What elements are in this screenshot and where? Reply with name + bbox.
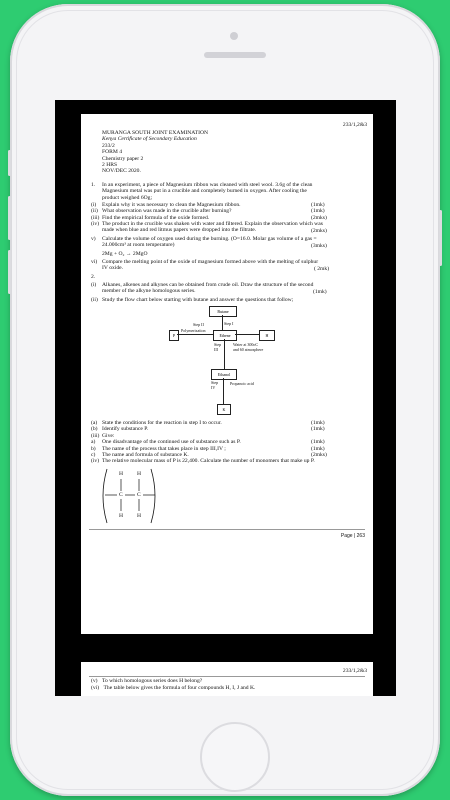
part-label: (iv) [91,221,100,227]
step-label: Step II [193,322,204,327]
mute-switch[interactable] [8,150,11,176]
part-label: (i) [91,282,97,288]
part-label: c) [91,451,96,458]
reagent-label: Propanoic acid [230,381,254,386]
arrow-line [224,339,225,369]
question-part [91,685,255,691]
left-bracket [103,469,107,523]
paper-code: 233/1,2&3 [342,668,367,674]
volume-down-button[interactable] [8,250,11,294]
part-label: (iii) [91,214,100,221]
document-page[interactable] [81,114,373,634]
part-marks: (2mks) [311,451,327,458]
atom-label: H [137,471,142,477]
question-1-number: 1. [91,182,96,188]
part-text: The table below gives the formula of four compounds H, I, J and K. [103,685,256,691]
q1-line: In an experiment, a piece of Magnesium ribbon was cleaned with steel wool. 3.6g of the clean [102,182,313,188]
question-2-parts [91,420,361,465]
condition-line: and 60 atmosphere [233,346,264,352]
form-level: FORM 4 [102,149,123,156]
atom-label: C [137,492,141,498]
part-text-line: IV oxide. [102,265,124,272]
condition-line: Water at 300oC [233,342,259,347]
part-text: The relative molecular mass of P is 22,400. Calculate the number of monomers that make up P. [102,458,315,465]
arrow-line [222,315,223,331]
part-label: (b) [91,426,98,433]
part-text: State the conditions for the reaction in step I to occur. [102,420,222,426]
part-label: (vi) [91,685,100,691]
paper-number: 233/2 [102,142,115,149]
q1-line: product weighed 6Og; [102,194,153,201]
part-text [102,259,318,272]
part-text: What observation was made in the crucible after burning? [102,208,232,215]
part-text-line: The product in the crucible was shaken with water and filtered. Explain the observation which was [102,221,323,227]
part-text-line: Calculate the volume of oxygen used during the burning. (O=16.0. Molar gas volume of a gas = [102,236,317,242]
header-divider [89,676,365,677]
question-1-parts [91,202,346,221]
step-label: Step [211,380,219,385]
question-part [91,458,361,464]
part-label: (iv) [91,458,100,465]
question-2-number: 2. [91,274,96,280]
part-text: Find the empirical formula of the oxide formed. [102,214,210,221]
exam-header [102,130,208,175]
document-page-2[interactable] [81,662,373,696]
atom-label: H [119,471,124,477]
part-label: (a) [91,420,98,426]
paper-name: Chemistry paper 2 [102,155,144,162]
exam-board: Kenya Certificate of Secondary Education [102,136,197,143]
part-marks: (1mk) [311,202,325,208]
part-text: The name of the process that takes place in step III,IV ; [102,445,226,452]
step-label: Step I [224,321,234,326]
page-number: Page | 263 [340,533,365,539]
chemical-equation: 2Mg + O₂ → 2MgO [102,251,148,257]
atom-label: H [137,513,142,519]
q1-line: Magnesium metal was put in a crucible and completely burned in oxygen. After cooling the [102,188,307,195]
part-text: One disadvantage of the continued use of substance such as P. [102,439,241,446]
part-marks: (1mk) [313,289,327,295]
phone-screen[interactable] [55,100,396,696]
butane-box: Butane [209,306,237,317]
arrow-line [223,378,224,404]
step-label: IV [211,384,216,390]
part-marks: (1mk) [311,439,325,446]
part-label: vi) [91,259,98,265]
part-label: v) [91,236,96,242]
duration: 2 HRS [102,162,118,169]
part-marks: (1mk) [311,208,325,215]
substance-h-box: H [259,330,275,341]
part-text [102,282,313,295]
part-marks: (1mk) [311,426,325,433]
step-label: Step [214,342,222,347]
atom-label: H [119,513,124,519]
part-text-line: Alkanes, alkenes and alkynes can be obtained from crude oil. Draw the structure of the second [102,282,314,288]
part-text [102,221,323,234]
question-1-text [102,182,312,201]
atom-label: C [119,492,123,498]
ethene-box: Ethene [213,330,237,341]
step-label: III [214,346,218,352]
exam-title: MURANGA SOUTH JOINT EXAMINATION [102,130,209,136]
part-text-line: Compare the melting point of the oxide of magnesium formed above with the melting of sulphur [102,259,319,265]
footer-divider [89,529,365,530]
part-label: (i) [91,202,97,208]
paper-code: 233/1,2&3 [342,122,367,128]
part-text [102,236,317,249]
part-marks: (3mks) [311,243,327,249]
right-bracket [151,469,155,523]
part-text: Study the flow chart below starting with butane and answer the questions that follow; [102,297,294,303]
part-label: a) [91,439,96,446]
substance-p-box: P [169,330,179,341]
part-label: (ii) [91,208,98,215]
earpiece-speaker [204,52,266,58]
part-text: Identify substance P. [102,426,149,433]
step-4-label [211,381,218,390]
process-label: Polymerization [181,328,206,333]
part-marks: (1mk) [311,445,325,452]
part-label: (v) [91,678,98,684]
part-marks: (2mks) [311,214,327,221]
part-marks: (2mks) [311,228,327,234]
part-text: To which homologous series does H belong? [101,678,203,684]
question-part [91,678,202,684]
ethanol-box: Ethanol [211,369,237,380]
reaction-condition [233,343,263,352]
part-text-line: 24.000cm³ at room temperature) [102,242,175,249]
exam-date: NOV/DEC 2020. [102,168,141,175]
part-text: The name and formula of substance K. [102,451,189,458]
arrow-line [235,334,259,335]
part-label: (ii) [91,297,98,303]
part-label: b) [91,445,96,452]
part-text-line: member of the alkyne homologous series. [102,288,196,295]
polymer-structure [99,467,159,525]
power-button[interactable] [439,210,442,266]
part-label: (iii) [91,432,100,439]
part-text-line: made when blue and red litmus papers were dropped into the filtrate. [102,227,257,234]
step-3-label [214,343,221,352]
substance-k-box: K [217,404,231,415]
volume-up-button[interactable] [8,196,11,240]
step-2-label [193,323,204,328]
part-marks: ( 2mk) [314,266,330,272]
home-button[interactable] [200,722,270,792]
part-marks: (1mk) [311,420,325,426]
part-text: Explain why it was necessary to clean the Magnesium ribbon. [102,202,241,208]
front-camera [230,32,238,40]
part-text: Give: [102,432,115,439]
